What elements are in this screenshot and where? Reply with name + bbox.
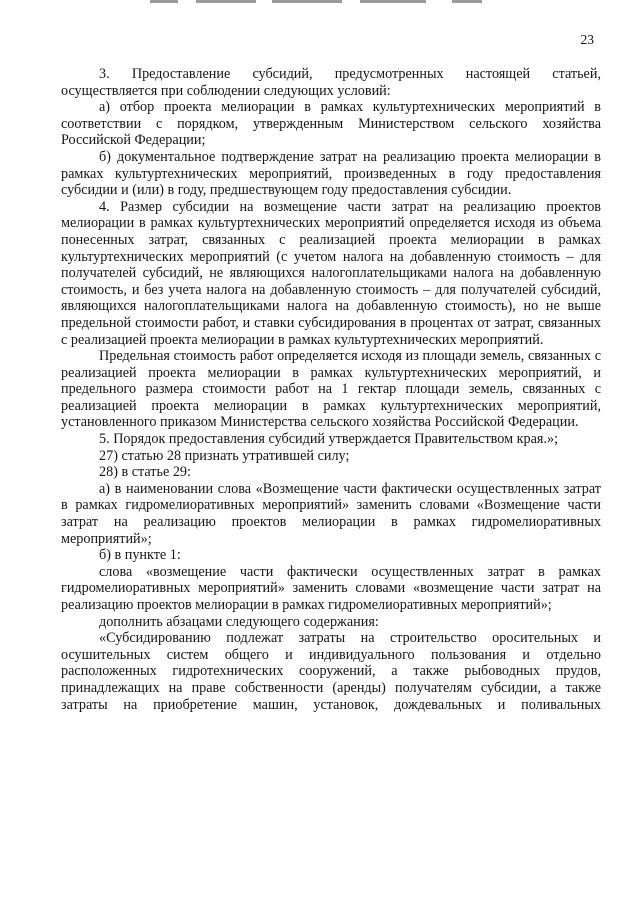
paragraph-item-28b: б) в пункте 1:	[99, 547, 181, 564]
scan-top-marks	[0, 0, 634, 8]
paragraph-subsidy-amount: 4. Размер субсидии на возмещение части затрат на реализацию проектов мелиорации в рамках культуртехнических мероприятий определяется исходя из объема понесенных затрат, связанных с реализацией проекта мелиорации в рамках культуртехнических мероприятий (с учетом налога на добавленную стоимость – для получателей субсидий, не являющихся налогоплательщиками налога на добавленную стоимость, и без учета налога на добавленную стоимость – для получателей субсидий, являющихся налогоплательщиками налога на добавленную стоимость), но не выше предельной стоимости работ, и ставки субсидирования в процентах от затрат, связанных с реализацией проекта мелиорации в рамках культуртехнических мероприятий.	[61, 198, 601, 348]
paragraph-condition-a: а) отбор проекта мелиорации в рамках культуртехнических мероприятий в соответствии с порядком, утвержденным Министерством сельского хозяйства Российской Федерации;	[61, 99, 601, 149]
document-body	[61, 66, 601, 713]
paragraph-add-clauses: дополнить абзацами следующего содержания:	[99, 613, 379, 630]
paragraph-item-27: 27) статью 28 признать утратившей силу;	[99, 447, 350, 464]
paragraph-words-replace: слова «возмещение части фактически осуществленных затрат в рамках гидромелиоративных мероприятий» заменить словами «возмещение части затрат на реализацию проектов мелиорации в рамках гидромелиоративных мероприятий»;	[61, 563, 601, 613]
paragraph-condition-b: б) документальное подтверждение затрат на реализацию проекта мелиорации в рамках культуртехнических мероприятий, произведенных в году предоставления субсидии и (или) в году, предшествующем году предоставления субсидии.	[61, 148, 601, 199]
paragraph-item-28a: а) в наименовании слова «Возмещение части фактически осуществленных затрат в рамках гидромелиоративных мероприятий» заменить словами «Возмещение части затрат на реализацию проектов мелиорации в рамках гидромелиоративных мероприятий»;	[61, 480, 601, 547]
paragraph-subsidized-costs: «Субсидированию подлежат затраты на строительство оросительных и осушительных систем общего и индивидуального пользования и отдельно расположенных гидротехнических сооружений, а также рыбоводных прудов, принадлежащих на праве собственности (аренды) получателям субсидии, а также затраты на приобретение машин, установок, дождевальных и поливальных	[61, 630, 601, 713]
paragraph-item-28: 28) в статье 29:	[99, 464, 191, 481]
page-number: 23	[580, 32, 594, 47]
paragraph-subsidy-conditions: 3. Предоставление субсидий, предусмотренных настоящей статьей, осуществляется при соблюдении следующих условий:	[61, 66, 601, 99]
paragraph-max-cost: Предельная стоимость работ определяется исходя из площади земель, связанных с реализацией проекта мелиорации в рамках культуртехнических мероприятий, и предельного размера стоимости работ на 1 гектар площади земель, связанных с реализацией проекта мелиорации в рамках культуртехнических мероприятий, установленного приказом Министерства сельского хозяйства Российской Федерации.	[61, 348, 601, 431]
paragraph-procedure: 5. Порядок предоставления субсидий утверждается Правительством края.»;	[99, 431, 559, 448]
